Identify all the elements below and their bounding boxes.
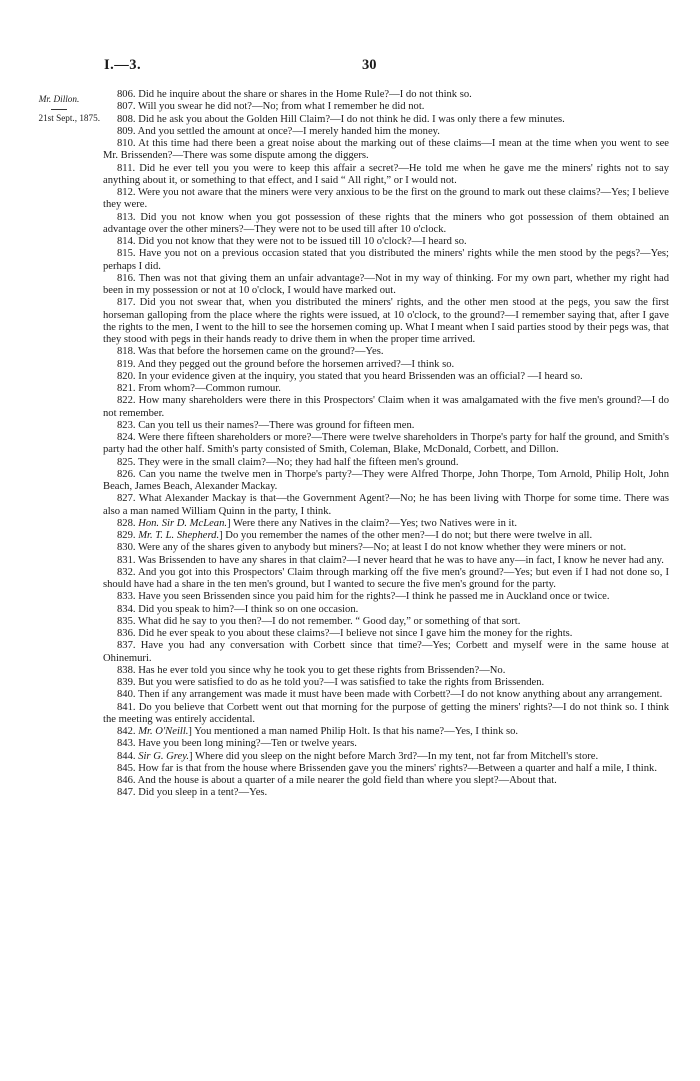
paragraph-text: ] You mentioned a man named Philip Holt. Is that his name?—Yes, I think so. (188, 726, 519, 737)
question-answer (103, 163, 669, 188)
question-answer (103, 763, 669, 775)
paragraph-text: 807. Will you swear he did not?—No; from what I remember he did not. (117, 101, 425, 113)
question-answer (103, 542, 669, 554)
paragraph-text: 822. How many shareholders were there in this Prospectors' Claim when it was amalgamated with the five men's ground?—I do not remember. (103, 395, 669, 419)
paragraph-text: 827. What Alexander Mackay is that—the Government Agent?—No; he has been living with Thorpe for some time. There was also a man named William Quinn in the party, I think. (103, 493, 669, 517)
paragraph-text: 840. Then if any arrangement was made it must have been made with Corbett?—I do not know anything about any arrangement. (117, 689, 663, 701)
paragraph-text: 821. From whom?—Common rumour. (117, 383, 281, 394)
paper-reference: I.—3. (104, 57, 142, 73)
paragraph-text: 838. Has he ever told you since why he took you to get these rights from Brissenden?—No. (117, 664, 506, 676)
question-number: 842. (117, 726, 139, 737)
paragraph-text: 818. Was that before the horsemen came on the ground?—Yes. (117, 346, 384, 358)
paragraph-text: 808. Did he ask you about the Golden Hill Claim?—I do not think he did. I was only there a few minutes. (117, 113, 565, 125)
question-answer (103, 616, 669, 628)
question-answer (103, 236, 669, 248)
paragraph-text: 814. Did you not know that they were not to be issued till 10 o'clock?—I heard so. (117, 236, 467, 247)
paragraph-text: 812. Were you not aware that the miners were very anxious to be the first on the ground to mark out these claims?—Yes; I believe they were. (103, 187, 669, 211)
paragraph-text: 836. Did he ever speak to you about these claims?—I believe not since I gave him the money for the rights. (117, 628, 573, 639)
paragraph-text: ] Were there any Natives in the claim?—Yes; two Natives were in it. (227, 517, 518, 529)
paragraph-text: 820. In your evidence given at the inquiry, you stated that you heard Brissenden was an official? —I heard so. (117, 370, 583, 382)
question-answer (103, 395, 669, 420)
paragraph-text: 806. Did he inquire about the share or shares in the Home Rule?—I do not think so. (117, 89, 472, 100)
paragraph-text: 815. Have you not on a previous occasion stated that you distributed the miners' rights while the men stood by the pegs?—Yes; perhaps I did. (103, 248, 669, 272)
question-answer (103, 371, 669, 383)
question-answer (103, 677, 669, 689)
question-answer (103, 751, 669, 763)
paragraph-text: 816. Then was not that giving them an unfair advantage?—Not in my way of thinking. For my own part, whether my right had been in my possession or not at 10 o'clock, I would have marked out. (103, 272, 669, 296)
paragraph-text: 811. Did he ever tell you you were to keep this affair a secret?—He told me when he gave me the miners' rights not to say anything about it, or something to that effect, and I said “ All right,” or I would not. (103, 162, 669, 186)
paragraph-text: 824. Were there fifteen shareholders or more?—There were twelve shareholders in Thorpe's party for half the ground, and Smith's party had the other half. Smith's party consisted of Smith, Coleman, Blake, McDonald, Corbett, and Dillon. (103, 432, 669, 456)
paragraph-text: 832. And you got into this Prospectors' Claim through marking off the five men's ground?—Yes; but even if I had not done so, I should have had a share in the ten men's ground, but I wanted to secure the five men's ground for the party. (103, 566, 669, 590)
paragraph-text: 837. Have you had any conversation with Corbett since that time?—Yes; Corbett and myself were in the same house at Ohinemuri. (103, 640, 669, 664)
question-answer (103, 273, 669, 298)
paragraph-text: 834. Did you speak to him?—I think so on one occasion. (117, 603, 359, 615)
examiner-name: Mr. O'Neill. (138, 726, 189, 737)
margin-note (18, 93, 100, 125)
question-number: 829. (117, 530, 139, 541)
question-answer (103, 567, 669, 592)
question-answer (103, 518, 669, 530)
question-answer (103, 101, 669, 113)
question-answer (103, 212, 669, 237)
paragraph-text: 826. Can you name the twelve men in Thorpe's party?—They were Alfred Thorpe, John Thorpe, Tom Arnold, Philip Holt, John Beach, James Beach, Alexander Mackay. (103, 468, 669, 492)
question-answer (103, 297, 669, 346)
examiner-name: Mr. T. L. Shepherd. (138, 530, 220, 541)
paragraph-text: 810. At this time had there been a great noise about the marking out of these claims—I mean at the time when you went to see Mr. Brissenden?—There was some dispute among the diggers. (103, 138, 669, 162)
paragraph-text: 825. They were in the small claim?—No; they had half the fifteen men's ground. (117, 456, 459, 468)
margin-divider (51, 109, 67, 110)
question-answer (103, 432, 669, 457)
question-number: 828. (117, 517, 139, 529)
page-header (0, 57, 700, 77)
question-answer (103, 187, 669, 212)
question-answer (103, 787, 669, 799)
paragraph-text: 813. Did you not know when you got possession of these rights that the miners who got possession of them obtained an advantage over the other miners?—They were not to be used till after 10 o'clock. (103, 211, 669, 235)
paragraph-text: 831. Was Brissenden to have any shares in that claim?—I never heard that he was to have any—in fact, I know he never had any. (117, 554, 664, 566)
question-answer (103, 738, 669, 750)
paragraph-text: 839. But you were satisfied to do as he told you?—I was satisfied to take the rights from Brissenden. (117, 677, 545, 688)
margin-date: 21st Sept., 1875. (38, 113, 100, 123)
question-number: 844. (117, 750, 139, 762)
question-answer (103, 248, 669, 273)
paragraph-text: ] Where did you sleep on the night before March 3rd?—In my tent, not far from Mitchell's store. (189, 750, 599, 762)
question-answer (103, 420, 669, 432)
question-answer (103, 591, 669, 603)
question-answer (103, 126, 669, 138)
question-answer (103, 138, 669, 163)
question-answer (103, 346, 669, 358)
question-answer (103, 469, 669, 494)
paragraph-text: 835. What did he say to you then?—I do not remember. “ Good day,” or something of that sort. (117, 615, 521, 627)
question-answer (103, 555, 669, 567)
examiner-name: Hon. Sir D. McLean. (138, 517, 228, 529)
question-answer (103, 628, 669, 640)
question-answer (103, 604, 669, 616)
question-answer (103, 493, 669, 518)
paragraph-text: ] Do you remember the names of the other men?—I do not; but there were twelve in all. (219, 530, 593, 541)
margin-speaker: Mr. Dillon. (38, 94, 80, 104)
paragraph-text: 841. Do you believe that Corbett went out that morning for the purpose of getting the miners' rights?—I do not think so. I think the meeting was entirely accidental. (103, 701, 669, 725)
question-answer (103, 114, 669, 126)
paragraph-text: 845. How far is that from the house where Brissenden gave you the miners' rights?—Between a quarter and half a mile, I think. (117, 762, 657, 774)
paragraph-text: 846. And the house is about a quarter of a mile nearer the gold field than where you slept?—About that. (117, 775, 557, 786)
paragraph-text: 817. Did you not swear that, when you distributed the miners' rights, and the other men stood at the pegs, you saw the first horseman galloping from the place where the rights were issued, at 10 o'clock, to the ground?—I remember saying that, after I gave the rights to the men, I went to the hill to see the horsemen coming up. What I meant when I said parties stood by their pegs was, that they stood with pegs in their hands ready to drive them in when the proper time arrived. (103, 297, 669, 345)
question-answer (103, 89, 669, 101)
question-answer (103, 689, 669, 701)
question-answer (103, 640, 669, 665)
paragraph-text: 823. Can you tell us their names?—There was ground for fifteen men. (117, 419, 415, 431)
paragraph-text: 843. Have you been long mining?—Ten or twelve years. (117, 738, 357, 750)
question-answer (103, 383, 669, 395)
evidence-body (103, 89, 669, 800)
question-answer (103, 665, 669, 677)
question-answer (103, 726, 669, 738)
paragraph-text: 847. Did you sleep in a tent?—Yes. (117, 787, 268, 799)
question-answer (103, 457, 669, 469)
paragraph-text: 833. Have you seen Brissenden since you paid him for the rights?—I think he passed me in Auckland once or twice. (117, 591, 610, 603)
paragraph-text: 830. Were any of the shares given to anybody but miners?—No; at least I do not know whether they were miners or not. (117, 542, 627, 554)
paragraph-text: 819. And they pegged out the ground before the horsemen arrived?—I think so. (117, 358, 455, 370)
paragraph-text: 809. And you settled the amount at once?—I merely handed him the money. (117, 125, 440, 137)
question-answer (103, 530, 669, 542)
question-answer (103, 702, 669, 727)
question-answer (103, 359, 669, 371)
page-number: 30 (362, 57, 377, 73)
examiner-name: Sir G. Grey. (138, 750, 189, 762)
question-answer (103, 775, 669, 787)
